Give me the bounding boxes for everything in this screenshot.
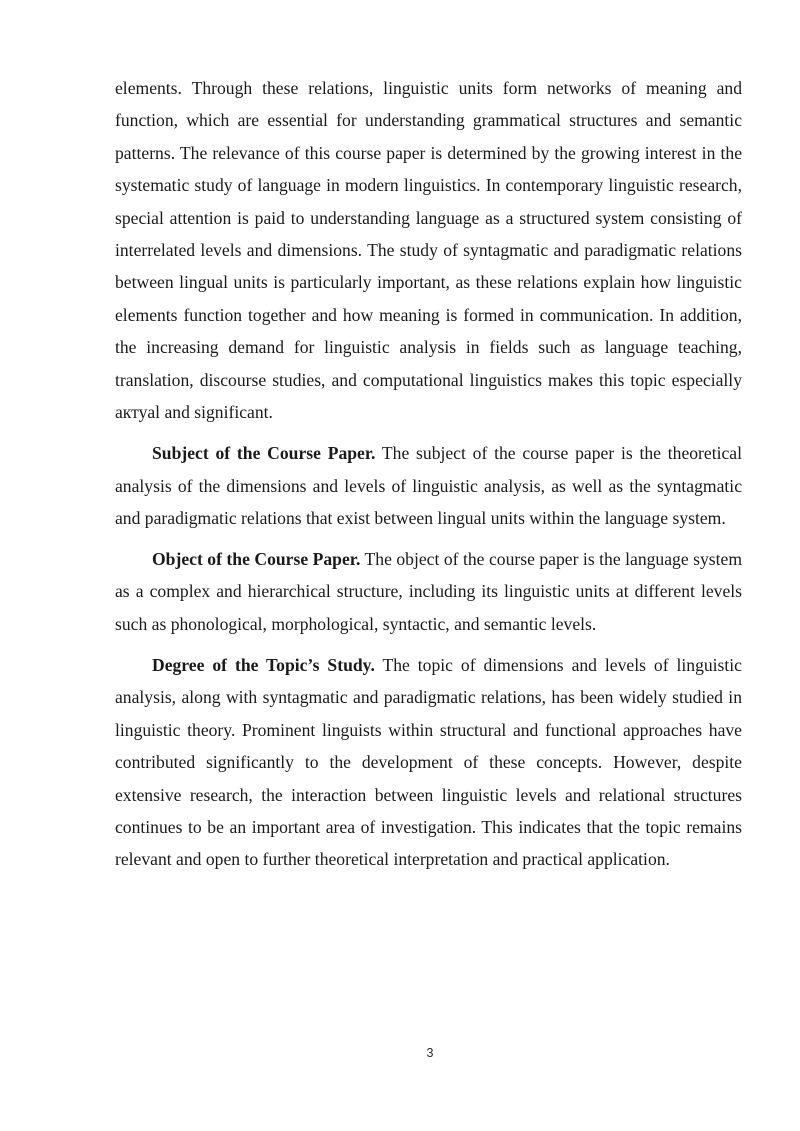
body-text <box>115 72 742 876</box>
paragraph-object <box>115 543 742 640</box>
paragraph-lead: Subject of the Course Paper. <box>152 443 376 464</box>
paragraph-text: The topic of dimensions and levels of linguistic analysis, along with syntagmatic and paradigmatic relations, has been widely studied in linguistic theory. Prominent linguists within structural and functional approaches have contributed significantly to the development of these concepts. However, despite extensive research, the interaction between linguistic levels and relational structures continues to be an important area of investigation. This indicates that the topic remains relevant and open to further theoretical interpretation and practical application. <box>115 654 742 870</box>
page-number: 3 <box>426 1046 434 1060</box>
paragraph-text: The subject of the course paper is the theoretical analysis of the dimensions and levels of linguistic analysis, as well as the syntagmatic and paradigmatic relations that exist between lingual units within the language system. <box>115 443 743 528</box>
paragraph-subject <box>115 437 742 534</box>
paragraph-lead: Object of the Course Paper. <box>152 549 361 570</box>
paragraph-lead: Degree of the Topic’s Study. <box>152 654 375 675</box>
paragraph-relevance <box>115 72 742 428</box>
paragraph-text: The object of the course paper is the language system as a complex and hierarchical structure, including its linguistic units at different levels such as phonological, morphological, syntactic, and semantic levels. <box>115 549 743 634</box>
paragraph-text: elements. Through these relations, linguistic units form networks of meaning and function, which are essential for understanding grammatical structures and semantic patterns. The relevance of this course paper is determined by the growing interest in the systematic study of language in modern linguistics. In contemporary linguistic research, special attention is paid to understanding language as a structured system consisting of interrelated levels and dimensions. The study of syntagmatic and paradigmatic relations between lingual units is particularly important, as these relations explain how linguistic elements function together and how meaning is formed in communication. In addition, the increasing demand for linguistic analysis in fields such as language teaching, translation, discourse studies, and computational linguistics makes this topic especially актуal and significant. <box>115 78 742 423</box>
paragraph-degree-of-study <box>115 649 742 876</box>
